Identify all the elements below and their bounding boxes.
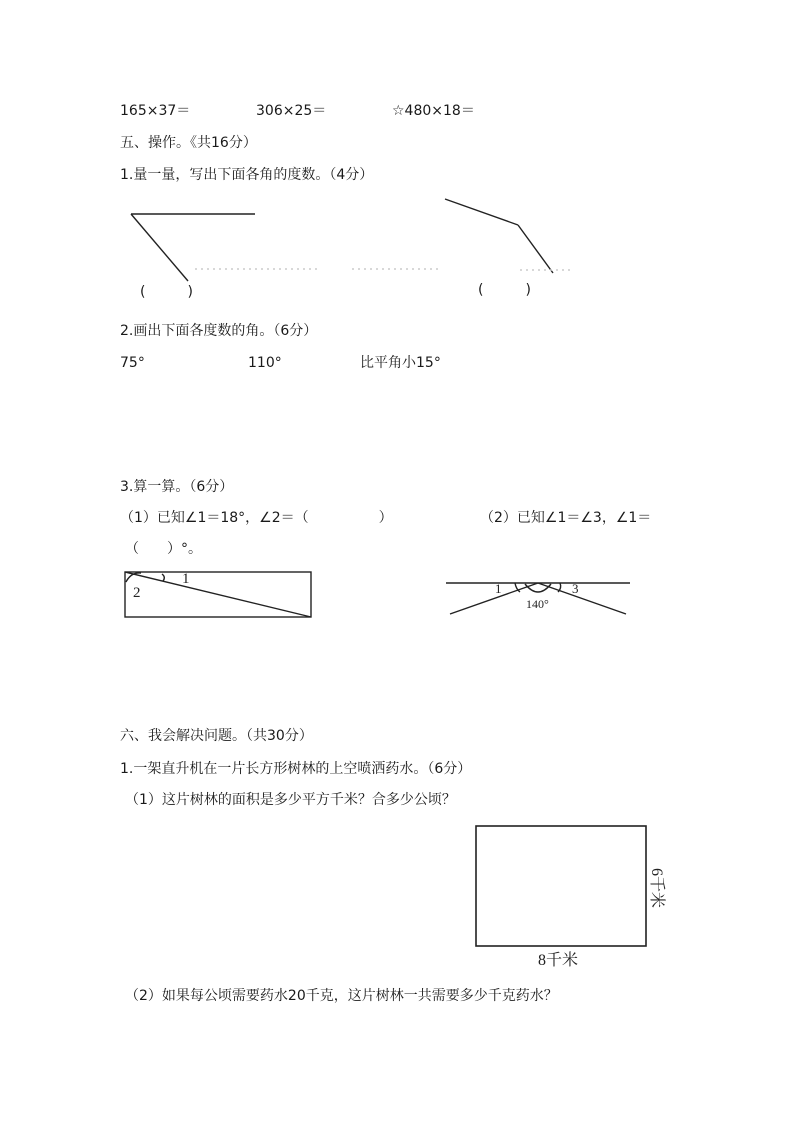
calc-item-1: 165×37＝ — [120, 103, 191, 119]
s5-q2-text: 2.画出下面各度数的角。（6分） — [120, 323, 318, 339]
s5-q3-part2: （2）已知∠1＝∠3，∠1＝ — [480, 510, 652, 526]
fig2-label-3: 3 — [572, 581, 579, 596]
fig1-label-1: 1 — [182, 571, 190, 587]
forest-rectangle — [476, 826, 646, 946]
angle-110-label: 110° — [248, 355, 282, 371]
fig1-label-2: 2 — [133, 585, 141, 601]
calc-item-2: 306×25＝ — [256, 103, 327, 119]
s6-q1-text: 1.一架直升机在一片长方形树林的上空喷洒药水。（6分） — [120, 761, 472, 777]
section5-heading: 五、操作。《共16分） — [120, 135, 257, 151]
answer-blank-left[interactable]: ( ) — [140, 284, 193, 300]
s5-q3-part1-line1: （1）已知∠1＝18°，∠2＝（ ） — [120, 510, 393, 526]
fig2-label-140: 140° — [526, 597, 549, 611]
height-label: 6千米 — [648, 868, 665, 909]
s6-q1-part1: （1）这片树林的面积是多少平方千米？合多少公顷？ — [125, 792, 456, 808]
section6-heading: 六、我会解决问题。（共30分） — [120, 728, 313, 744]
calc-item-3: ☆480×18＝ — [392, 103, 475, 119]
fig2-label-1: 1 — [495, 581, 502, 596]
s5-q3-text: 3.算一算。（6分） — [120, 479, 234, 495]
s6-q1-part2: （2）如果每公顷需要药水20千克，这片树林一共需要多少千克药水？ — [125, 988, 558, 1004]
angle-75-label: 75° — [120, 355, 145, 371]
width-label: 8千米 — [538, 952, 579, 969]
s5-q1-text: 1.量一量，写出下面各角的度数。（4分） — [120, 167, 374, 183]
s5-q3-part1-line2: （ ）°。 — [125, 541, 202, 557]
answer-blank-right[interactable]: ( ) — [478, 282, 531, 298]
angle-straight-minus15-label: 比平角小15° — [360, 355, 441, 371]
